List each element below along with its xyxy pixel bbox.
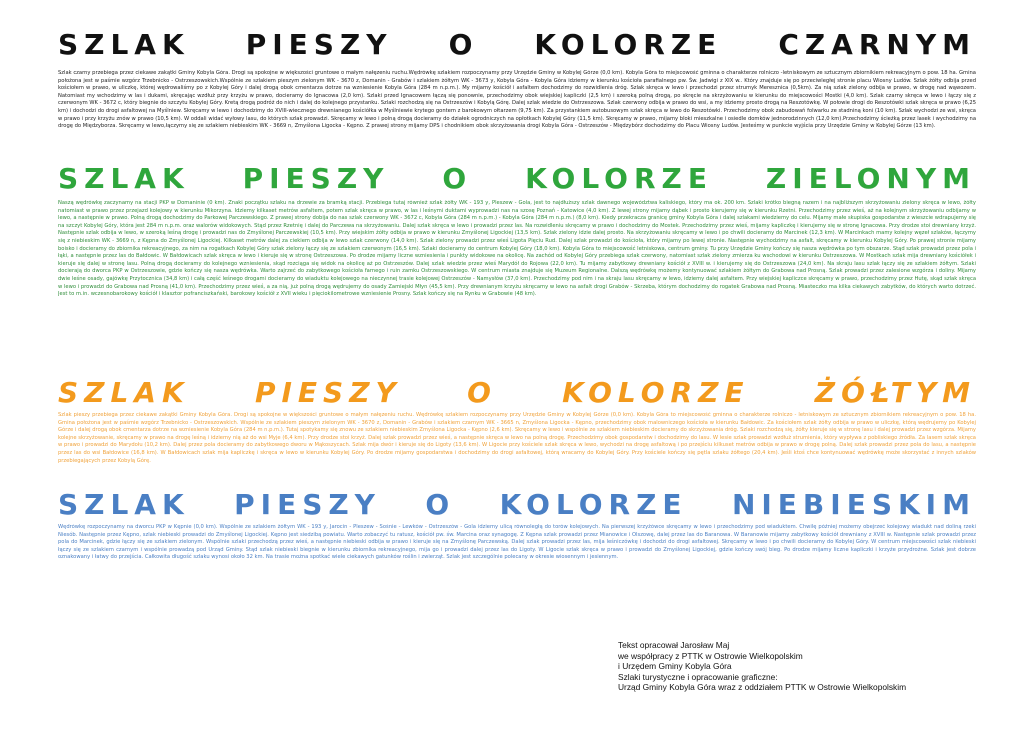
heading-word: SZLAK [58,28,190,61]
heading-word: SZLAK [58,488,190,521]
heading-word: KOLORZE [534,28,723,61]
heading-word: KOLORZE [562,376,750,409]
heading-word: KOLORZE [499,488,688,521]
heading-word: SZLAK [58,376,190,409]
heading-word: O [467,376,497,409]
heading-word: NIEBIESKIM [731,488,976,521]
credits-block [618,640,978,693]
yellow-trail-description: Szlak pieszy przebiega przez ciekawe zakątki Gminy Kobyla Góra. Drogi są spokojne w większości gruntowe o małym nałęzeniu ruchu. Wędrówkę szlakiem rozpoczynamy przy Urzędzie Gminy w Kobylej Górze (0,0 km). Kobyla Góra to miejscowość gminna o charakterze rolniczo - letniskowym ze sztucznym zbiornikiem rekreacyjnym o pow. 18 ha. Gmina położona jest w paśmie wzgórz Trzebnicko - Ostrzeszowskich. Wspólnie ze szlakiem pieszym zielonym WK - 3670 z, Domanin - Grabów i szlakiem czarnym WK - 3665 n, Zmyślona Ligocka - Kępno, przechodzimy obok malowniczego kościoła w kierunku Bałdowic. Za kościołem szlak żółty odbija w prawo w uliczkę, którą wędrujemy po Kobylej Górze i dalej drogą obok cmentarza dotrze na wzniesienie Kobyla Góra (284 m n.p.m.). Tutaj spotykamy się znowu ze szlakiem niebieskim Zmyślona Ligocka - Kępno (2,6 km). Skręcamy w lewo i wspólnie ze szlakiem niebieskim docieramy do skrzyżowania dróg. Szlaki rozchodzą się, żółty kieruje się w stronę lasu i dalej prowadzi przez wzgórza. Mijamy kolejne skrzyżowanie, skręcamy w prawo na drogę leśną i idziemy nią aż do wsi Myje (6,4 km). Przy drodze stoi krzyż. Dalej szlak prowadzi przez wieś, a następnie skręca w lewo na polną drogę. Przechodzimy obok gospodarstw i dochodzimy do lasu. W lesie szlak prowadzi wzdłuż strumienia, który wypływa z pobliskiego źródła. Za lasem szlak skręca w prawo i prowadzi do Marydołu (10,2 km). Dalej przez pola docieramy do zabytkowego dworu w Mąkoszycach. Szlak mija dwór i kieruje się do Ligoty (13,6 km). W Ligocie przy kościele szlak skręca w lewo, wychodzi na drogę asfaltową i po przejściu kilkuset metrów odbija w prawo w drogę polną. Dalej szlak prowadzi przez pola do lasu, a następnie przez las do wsi Bałdowice (16,8 km). W Bałdowicach szlak mija kapliczkę i skręca w lewo w kierunku Kobylej Góry. Po drodze mijamy gospodarstwa i dochodzimy do drogi asfaltowej, którą wracamy do Kobylej Góry. Przy kościele kończy się pętla szlaku żółtego (20,4 km). Jeśli ktoś chce kontynuować wędrówkę może skorzystać z innych szlaków przebiegających przez Kobylą Górę. [58,412,976,464]
heading-word: CZARNYM [778,28,976,61]
credits-line: Urząd Gminy Kobyla Góra wraz z oddziałem PTTK w Ostrowie Wielkopolskim [618,682,907,693]
heading-word: O [442,162,473,195]
heading-black-trail [58,28,976,66]
heading-word: PIESZY [245,28,393,61]
heading-word: PIESZY [242,162,390,195]
heading-word: PIESZY [254,376,402,409]
credits-line: we współpracy z PTTK w Ostrowie Wielkopolskim [618,650,803,661]
heading-blue-trail [58,488,976,522]
credits-line: Tekst opracował Jarosław Maj [618,640,730,650]
green-trail-description: Naszą wędrówkę zaczynamy na stacji PKP w Domaninie (0 km). Znaki początku szlaku na drzewie za bramką stacji. Przebiega tutaj również szlak żółty WK - 193 y, Pleszew - Gola, jest to najdłuższy szlak dawnego województwa kaliskiego, który ma ok. 200 km. Szlaki krótko biegną razem i na najbliższym skrzyżowaniu zielony skręca w lewo, żółty natomiast w prawo przez przejazd kolejowy w kierunku Mikorzyna. Idziemy kilkaset metrów asfaltem, potem szlak skręca w prawo, w las i leśnymi duktami wyprowadzi nas na szosę Poznań - Katowice (4,0 km). Z lewej strony mijamy dąbek i prosto kierujemy się w kierunku Rzetni. Przechodzimy przez wieś, aż na kolejnym skrzyżowaniu odbijamy w lewo, a następnie w prawo. Polną drogą dochodzimy do Parkowej Parczewskiego. Z prawej strony dobija do nas szlak czerwony WK - 3672 c, Kobyla Góra (284 m n.p.m.) - Kobyla Góra (284 m n.p.m.) (8,0 km). Kiedy przekracza granicę gminy Kobyla Góra i dalej szlakami wiedziemy do celu. Mijamy małe skupiska gospodarstw z wieszcie wdrapujemy się na szczyt Kobylej Góry, która jest 284 m n.p.m. oraz walorów widokowych. Stąd przez Rzetnię i dalej do Parczewa na skrzyżowaniu. Dalej szlak skręca w lewo i prowadzi przez las. Na rozwidleniu skręcamy w prawo i dochodzimy do Mostek. Przechodzimy przez wieś, mijamy kapliczkę i kierujemy się w stronę Ignacowa. Przy drodze stoi drewniany krzyż. Następnie szlak odbija w lewo, w szeroką leśną drogę i prowadzi nas do Zmyślonej Parczewskiej (10,5 km). Przy wiejskim żółty odbija w prawo w kierunku Zmyślonej Ligockiej (13,5 km). Szlak zielony idzie dalej prosto. Na skrzyżowaniu skręcamy w lewo i po chwili docieramy do Marcinek (12,3 km). W Marcinkach mamy kolejny węzeł szlaków, łączymy się z niebieskim WK - 3669 n, z Kępna do Zmyślonej Ligockiej. Kilkaset metrów dalej za ciekiem odbija w lewo szlak czerwony (14,0 km). Szlak zielony prowadzi przez wieś Ligota Pięciu Rud. Dalej szlak prowadzi do kościoła, który mijamy po lewej stronie. Następnie wychodzimy na asfalt, skręcamy w kierunku Kobylej Góry. Po prawej stronie mijamy boisko i docieramy do zbiornika rekreacyjnego, za nim na rogatkach Kobylej Góry szlak zielony łączy się ze szlakiem czerwonym (16,5 km). Szlaki docieramy do centrum Kobylej Góry (18,0 km). Kobyla Góra to miejscowość letniskowa, centrum gminy. Tu przy Urzędzie Gminy kończy się nasza wędrówka po tym obszarze. Stąd szlak prowadzi przez pola i łąki, a następnie przez las do Bałdowic. W Bałdowicach szlak skręca w lewo i kieruje się w stronę Ostrzeszowa. Po drodze mijamy liczne wzniesienia i punkty widokowe na okolicę. Na zachód od Kobylej Góry przebiega szlak czerwony, natomiast szlak zielony zmierza ku wschodowi w kierunku Ostrzeszowa. W Mostkach szlak mija drewniany kościółek i kieruje się dalej w stronę lasu. Polną drogą docieramy do kolejnego wzniesienia, skąd rozciąga się widok na okolicę aż po Ostrzeszów. Dalej szlak wiedzie przez wieś Marydół do Rojowa (22,0 km). Tu mijamy zabytkowy drewniany kościół z XVIII w. i kierujemy się do Ostrzeszowa (24,0 km). Na skraju lasu szlak łączy się ze szlakiem żółtym. Szlaki docierają do dworca PKP w Ostrzeszowie, gdzie kończy się nasza wędrówka. Warto zajrzeć do zabytkowego kościoła farnego i ruin zamku Ostrzeszowskiego. W centrum miasta znajduje się Muzeum Regionalne. Dalszą wędrówkę możemy kontynuować szlakiem żółtym do Grabowa nad Prosną. Szlak prowadzi przez zalesione wzgórza i doliny. Mijamy dwie leśne osady, gajówkę Przytocznica (34,8 km) i całą część leśnego drogami docieramy do wiaduktu kolejowego na nieczynnej trasie kolejowej Ostrzeszów - Namysłów (37,0 km). Przechodzimy pod nim i na skraju lasu skręcamy w lewo, idziemy dalej asfaltem. Przy wiejskiej kapliczce skręcamy w prawo, przechodzimy przez Hutę, skąd szlak skręca w lewo i prowadzi do Grabowa nad Prosną (41,0 km). Przechodzimy przez wieś, a za nią, już polną drogą wędrujemy do osady Zamiejski Młyn (45,5 km). Przy drewnianym krzyżu skręcamy w lewo na asfalt drogi Grabów - Skrzeba, którym dochodzimy do rogatek Grabowa nad Prosną. Miasteczko ma kilka ciekawych zabytków, do których warto dotrzeć. Jest to m.in. wczesnobarokowy kościół i klasztor pofranciszkański, barokowy kościół z XVII wieku i pięciokilometrowe wzniesienie Prosny. Szlak kończy się na Rynku w Grabowie (48 km). [58,200,976,298]
heading-word: PIESZY [234,488,381,521]
section-green-trail [58,162,976,376]
heading-word: O [448,28,479,61]
blue-trail-description: Wędrówkę rozpoczynamy na dworcu PKP w Kępnie (0,0 km). Wspólnie ze szlakiem żółtym WK - 193 y, Jarocin - Pleszew - Sośnie - Lewków - Ostrzeszów - Gola idziemy ulicą równoległą do torów kolejowych. Na pierwszej krzyżówce skręcamy w lewo i przechodzimy pod wiaduktem. Chwilę później możemy obejrzeć kolejowy wiadukt nad doliną rzeki Niesób. Następnie przez Kępno, szlak niebieski prowadzi do Zmyślonej Ligockiej. Kępno jest siedzibą powiatu. Warto zobaczyć tu ratusz, kościół pw. św. Marcina oraz synagogę. Z Kępna szlak prowadzi przez Mianowice i Olszowę, dalej przez las do Baranowa. W Baranowie mijamy zabytkowy kościół drewniany z XVIII w. Następnie szlak prowadzi przez pola do Marcinek, gdzie łączy się ze szlakiem zielonym. Wspólnie szlaki przechodzą przez wieś, a następnie niebieski odbija w prawo i kieruje się na Zmyślonę Parczewską. Dalej szlak prowadzi przez las, mija leśniczówkę i dochodzi do drogi asfaltowej. Skręcamy w lewo i po chwili docieramy do Kobylej Góry. W centrum miejscowości szlak niebieski łączy się ze szlakiem czarnym i wspólnie prowadzą pod Urząd Gminy. Stąd szlak niebieski biegnie w kierunku zbiornika rekreacyjnego, mija go i prowadzi dalej przez las do Ligoty. W Ligocie szlak skręca w prawo i prowadzi do Zmyślonej Ligockiej, gdzie kończy swój bieg. Po drodze mijamy liczne kapliczki i krzyże przydrożne. Szlak jest dobrze oznakowany i łatwy do przejścia. Całkowita długość szlaku wynosi około 32 km. Na trasie można spotkać wiele ciekawych gatunków roślin i zwierząt. Szlak jest szczególnie polecany w okresie wiosennym i jesiennym. [58,524,976,561]
credits-line: i Urzędem Gminy Kobyla Góra [618,661,732,672]
heading-yellow-trail [58,376,976,410]
heading-word: O [425,488,456,521]
section-blue-trail [58,488,976,628]
heading-word: ŻÓŁTYM [814,376,976,409]
section-yellow-trail [58,376,976,484]
heading-word: SZLAK [58,162,190,195]
heading-word: KOLORZE [525,162,713,195]
credits-line: Szlaki turystyczne i opracowanie graficzne: [618,671,778,682]
black-trail-description: Szlak czarny przebiega przez ciekawe zakątki Gminy Kobyla Góra. Drogi są spokojne w większości gruntowe o małym nałęzeniu ruchu.Wędrówkę szlakiem rozpoczynamy przy Urzędzie Gminy w Kobylej Górze (0,0 km). Kobyla Góra to miejscowość gminna o charakterze rolniczo -letniskowym ze sztucznym zbiornikiem rekreacyjnym o pow. 18 ha. Gmina położona jest w paśmie wzgórz Trzebnicko - Ostrzeszowskich.Wspólnie ze szlakiem pieszym zielonym WK - 3670 z, Domanin - Grabów i szlakiem żółtym WK - 3673 y, Kobyla Góra - Kobyla Góra idziemy w kierunku kościoła parafialnego pw. Św. Jadwigi z XIX w.. Który znajduje się po przeciwległej stronie placu Wiosny Ludów. Szlak żółty odbija przed kościołem w prawo, w uliczkę, której wędrowaliśmy po z Kobylej Góry i dalej drogą obok cmentarza dotrze na wzniesienie Kobyla Góra (284 m n.p.m.). My mijamy kościół i asfaltem dochodzimy do rozwidlenia dróg. Szlak skręca w lewo i przechodzi przez strumyk Meresznica (0,5km). Za nią szlak zielony odbija w prawo, w drogę nad wąwozem. Natomiast my wchodzimy w las i dukami, skręcając wzdłuż przy krzyżu w prawo, docieramy do Ignacowa (2,0 km). Szlaki przed Ignacowem łączą się ponownie, przechodzimy obok wiejskiej kapliczki (2,5 km) i szeroką polną drogą, po skręcie na skrzyżowaniu w kierunku do miejscowości Mostki (4,0 km). Szlak czarny skręca w lewo i łączy się z czerwonym WK - 3672 c, który biegnie do szczytu Kobylej Góry. Kretą drogą podróż do nich i dalej do kolejnego przystanku. Szlaki rozchodzą się na Ostrzeszów i Kobylą Górę. Dalej szlak wiedzie do Ostrzeszowa. Szlak czerwony odbija w prawo do wsi, a my idziemy prosto drogą na Reszotówkę. W połowie drogi do Reszotówki szlak skręca w prawo (6,25 km) i dochodzi do drogi asfaltowej na Myślniew. Skręcamy w lewo i dochodzimy do XVIII-wiecznego drewnianego kościółka w Myślniewie krytego gontem z barokowym ołtarzem (9,75 km). Za przystankiem autobusowym szlak skręca w lewo do Reszotówki. Przechodzimy obok zabudowań folwarku ze stadniną koni (10 km). Szlak wychodzi ze wsi, skręca w prawo i przy krzyżu znów w prawo (10,5 km). W oddali widać wyłowy lasu, do których szlak prowadzi. Skręcamy w lewo i polną drogą docieramy do działek ogrodniczych na opłotkach Kobylej Góry (11,5 km). Skręcamy w prawo, mijamy bloki mieszkalne i osiedle domków jednorodzinnych (12,0 km).Przechodzimy ścieżką przez lasek i wychodzimy na drogę do Międzyborza. Skręcamy w lewo,łączymy się ze szlakiem niebieskim WK - 3669 n, Zmyślona Ligocka - Kępno. Z prawej strony mijamy DPS i chodnikiem obok skrzyżowania drogi Kobyla Góra - Ostrzeszów - Międzybórz dochodzimy do Placu Wiosny Ludów. Jesteśmy w punkcie wyjścia przy Urzędzie Gminy w Kobylej Górze (13 km). [58,70,976,130]
section-black-trail [58,28,976,166]
heading-green-trail [58,162,976,196]
heading-word: ZIELONYM [765,162,976,195]
